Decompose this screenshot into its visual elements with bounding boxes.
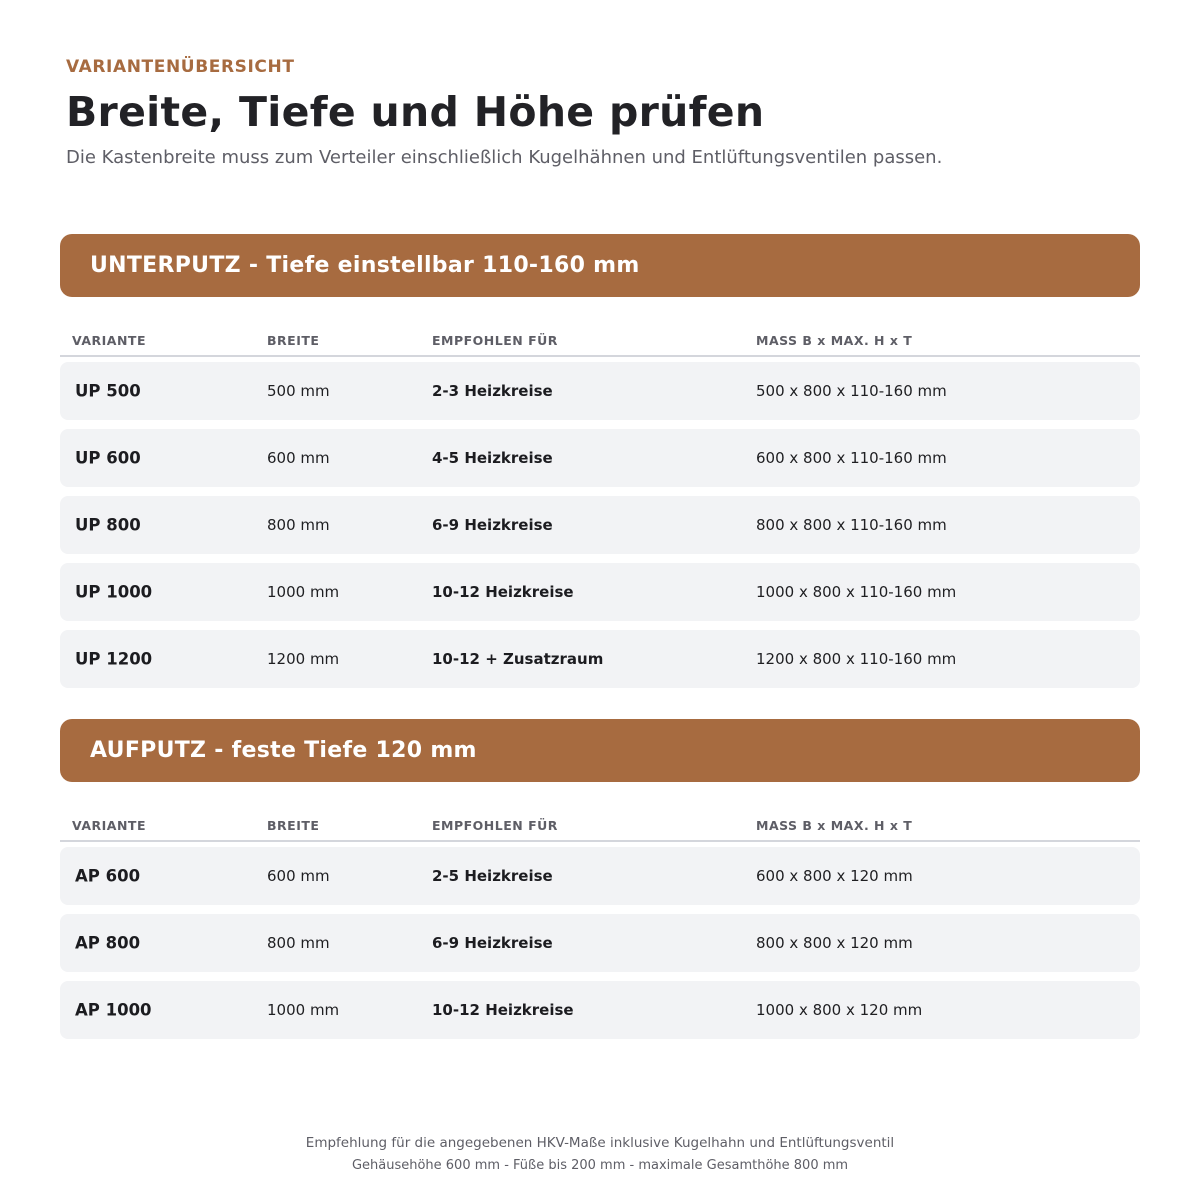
dimensions-cell: 800 x 800 x 110-160 mm [756, 516, 947, 534]
dimensions-cell: 800 x 800 x 120 mm [756, 934, 913, 952]
recommended-cell: 2-5 Heizkreise [432, 867, 553, 885]
table-row [60, 362, 1140, 420]
column-header-width: BREITE [267, 333, 320, 348]
variant-cell: UP 500 [75, 381, 141, 401]
recommended-cell: 6-9 Heizkreise [432, 934, 553, 952]
section-eyebrow: VARIANTENÜBERSICHT [66, 57, 295, 77]
column-header-recommended: EMPFOHLEN FÜR [432, 818, 558, 833]
page-subtitle: Die Kastenbreite muss zum Verteiler einschließlich Kugelhähnen und Entlüftungsventilen passen. [66, 147, 943, 168]
width-cell: 1000 mm [267, 1001, 340, 1019]
footer-note-line-1: Empfehlung für die angegebenen HKV-Maße inklusive Kugelhahn und Entlüftungsventil [305, 1135, 895, 1151]
variant-cell: UP 1200 [75, 649, 153, 669]
dimensions-cell: 1000 x 800 x 110-160 mm [756, 583, 957, 601]
column-header-dimensions: MASS B x MAX. H x T [756, 818, 913, 833]
section-title-aufputz: AUFPUTZ - feste Tiefe 120 mm [90, 738, 477, 763]
variant-cell: UP 600 [75, 448, 141, 468]
recommended-cell: 6-9 Heizkreise [432, 516, 553, 534]
width-cell: 500 mm [267, 382, 330, 400]
column-header-width: BREITE [267, 818, 320, 833]
table-row [60, 429, 1140, 487]
width-cell: 1000 mm [267, 583, 340, 601]
variant-cell: UP 800 [75, 515, 141, 535]
dimensions-cell: 600 x 800 x 120 mm [756, 867, 913, 885]
page-title: Breite, Tiefe und Höhe prüfen [66, 88, 765, 136]
table-row [60, 563, 1140, 621]
section-header-unterputz [60, 234, 1140, 297]
table-row [60, 914, 1140, 972]
recommended-cell: 10-12 Heizkreise [432, 583, 574, 601]
footer-note-line-2: Gehäusehöhe 600 mm - Füße bis 200 mm - maximale Gesamthöhe 800 mm [351, 1158, 849, 1173]
recommended-cell: 2-3 Heizkreise [432, 382, 553, 400]
variant-cell: AP 800 [75, 933, 141, 953]
table-row [60, 496, 1140, 554]
table-row [60, 847, 1140, 905]
section-header-aufputz [60, 719, 1140, 782]
column-header-recommended: EMPFOHLEN FÜR [432, 333, 558, 348]
recommended-cell: 10-12 Heizkreise [432, 1001, 574, 1019]
width-cell: 1200 mm [267, 650, 340, 668]
dimensions-cell: 600 x 800 x 110-160 mm [756, 449, 947, 467]
variant-cell: AP 1000 [75, 1000, 152, 1020]
recommended-cell: 10-12 + Zusatzraum [432, 650, 604, 668]
width-cell: 600 mm [267, 867, 330, 885]
table-header-aufputz [60, 816, 1140, 842]
variant-cell: AP 600 [75, 866, 141, 886]
width-cell: 800 mm [267, 934, 330, 952]
table-header-unterputz [60, 331, 1140, 357]
dimensions-cell: 1000 x 800 x 120 mm [756, 1001, 923, 1019]
column-header-variant: VARIANTE [72, 333, 146, 348]
variant-cell: UP 1000 [75, 582, 153, 602]
recommended-cell: 4-5 Heizkreise [432, 449, 553, 467]
table-row [60, 630, 1140, 688]
width-cell: 800 mm [267, 516, 330, 534]
table-row [60, 981, 1140, 1039]
column-header-dimensions: MASS B x MAX. H x T [756, 333, 913, 348]
section-title-unterputz: UNTERPUTZ - Tiefe einstellbar 110-160 mm [90, 253, 640, 278]
dimensions-cell: 1200 x 800 x 110-160 mm [756, 650, 957, 668]
column-header-variant: VARIANTE [72, 818, 146, 833]
width-cell: 600 mm [267, 449, 330, 467]
dimensions-cell: 500 x 800 x 110-160 mm [756, 382, 947, 400]
